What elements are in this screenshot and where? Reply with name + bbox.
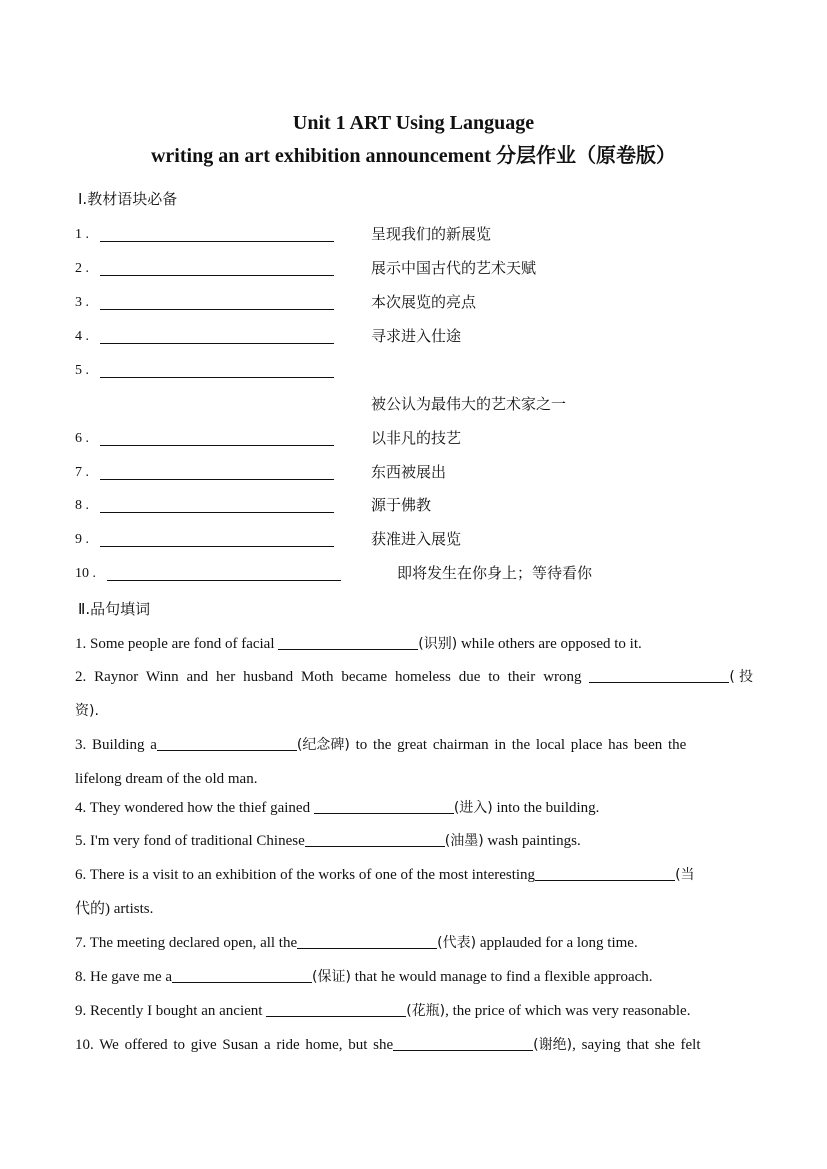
sentence-text: , saying that she felt xyxy=(572,1037,701,1053)
vocab-item xyxy=(75,495,635,517)
sentence-text: 代的) artists. xyxy=(75,901,154,917)
vocab-number: 5 . xyxy=(75,363,89,378)
section2-heading: Ⅱ.品句填词 xyxy=(78,600,151,618)
vocab-number: 6 . xyxy=(75,431,89,446)
sentence-text: 资). xyxy=(75,703,99,719)
sentence-text: 10. We offered to give Susan a ride home, but she xyxy=(75,1037,394,1053)
sentence-continuation xyxy=(75,899,753,919)
vocab-hint: 寻求进入仕途 xyxy=(371,327,462,345)
vocab-item xyxy=(75,462,635,484)
answer-blank[interactable] xyxy=(305,832,445,847)
answer-blank[interactable] xyxy=(393,1036,533,1051)
sentence-text: , the price of which was very reasonable. xyxy=(445,1003,691,1019)
vocab-hint: 以非凡的技艺 xyxy=(371,429,462,447)
vocab-number: 3 . xyxy=(75,295,89,310)
sentence-item xyxy=(75,634,753,654)
answer-blank[interactable] xyxy=(100,343,334,344)
sentence-text: 6. There is a visit to an exhibition of the works of one of the most interesting xyxy=(75,867,536,883)
vocab-number: 8 . xyxy=(75,498,89,513)
sentence-continuation xyxy=(75,769,753,789)
sentence-item xyxy=(75,967,753,987)
sentence-text: to the great chairman in the local place has been the xyxy=(349,737,687,753)
sentence-text: that he would manage to find a flexible approach. xyxy=(350,969,653,985)
word-hint: (谢绝) xyxy=(533,1037,573,1053)
vocab-item xyxy=(75,258,635,280)
vocab-hint: 获准进入展览 xyxy=(371,530,462,548)
sentence-item xyxy=(75,667,753,687)
answer-blank[interactable] xyxy=(100,309,334,310)
sentence-item xyxy=(75,735,753,755)
sentence-text: 8. He gave me a xyxy=(75,969,173,985)
answer-blank[interactable] xyxy=(100,275,334,276)
vocab-hint: 被公认为最伟大的艺术家之一 xyxy=(371,395,567,413)
page-subtitle: writing an art exhibition announcement 分层作业（原卷版） xyxy=(150,145,677,167)
answer-blank[interactable] xyxy=(100,479,334,480)
answer-blank[interactable] xyxy=(107,580,341,581)
answer-blank[interactable] xyxy=(100,445,334,446)
answer-blank[interactable] xyxy=(266,1002,406,1017)
word-hint: (保证) xyxy=(312,969,351,985)
sentence-text: applauded for a long time. xyxy=(476,935,638,951)
vocab-hint: 源于佛教 xyxy=(371,496,432,514)
vocab-item xyxy=(75,529,635,551)
answer-blank[interactable] xyxy=(172,968,312,983)
vocab-number: 7 . xyxy=(75,465,89,480)
sentence-text: 2. Raynor Winn and her husband Moth became homeless due to their wrong xyxy=(75,669,590,685)
sentence-text: into the building. xyxy=(492,800,600,816)
answer-blank[interactable] xyxy=(535,866,675,881)
answer-blank[interactable] xyxy=(589,668,729,683)
word-hint: (投 xyxy=(729,669,753,685)
vocab-number: 1 . xyxy=(75,227,89,242)
word-hint: (识别) xyxy=(418,636,458,652)
sentence-continuation xyxy=(75,701,753,721)
word-hint: (当 xyxy=(675,867,695,883)
sentence-text: 3. Building a xyxy=(75,737,157,753)
sentence-text: while others are opposed to it. xyxy=(457,636,642,652)
word-hint: (代表) xyxy=(437,935,477,951)
answer-blank[interactable] xyxy=(297,934,437,949)
vocab-item xyxy=(75,360,635,420)
sentence-text: 5. I'm very fond of traditional Chinese xyxy=(75,833,305,849)
vocab-item xyxy=(75,292,635,314)
sentence-item xyxy=(75,831,753,851)
word-hint: (进入) xyxy=(453,800,493,816)
vocab-hint: 呈现我们的新展览 xyxy=(371,225,492,243)
sentence-item xyxy=(75,798,753,818)
sentence-item xyxy=(75,933,753,953)
page-title: Unit 1 ART Using Language xyxy=(292,112,535,134)
vocab-hint: 东西被展出 xyxy=(371,463,447,481)
vocab-item xyxy=(75,224,635,246)
vocab-hint: 展示中国古代的艺术天赋 xyxy=(371,259,537,277)
word-hint: (油墨) xyxy=(444,833,484,849)
sentence-text: wash paintings. xyxy=(483,833,581,849)
answer-blank[interactable] xyxy=(100,512,334,513)
word-hint: (花瓶) xyxy=(406,1003,446,1019)
vocab-number: 10 . xyxy=(75,566,96,581)
word-hint: (纪念碑) xyxy=(296,737,350,753)
answer-blank[interactable] xyxy=(314,799,454,814)
vocab-hint: 即将发生在你身上；等待看你 xyxy=(397,564,593,582)
vocab-item xyxy=(75,428,635,450)
sentence-item xyxy=(75,1001,753,1021)
sentence-item xyxy=(75,865,753,885)
vocab-number: 2 . xyxy=(75,261,89,276)
sentence-text: 7. The meeting declared open, all the xyxy=(75,935,298,951)
sentence-text: 1. Some people are fond of facial xyxy=(75,636,279,652)
sentence-text: lifelong dream of the old man. xyxy=(75,771,258,787)
section1-heading: Ⅰ.教材语块必备 xyxy=(78,190,178,208)
answer-blank[interactable] xyxy=(157,736,297,751)
vocab-item xyxy=(75,563,635,585)
answer-blank[interactable] xyxy=(100,241,334,242)
sentence-text: 9. Recently I bought an ancient xyxy=(75,1003,267,1019)
answer-blank[interactable] xyxy=(278,635,418,650)
sentence-item xyxy=(75,1035,753,1055)
vocab-number: 9 . xyxy=(75,532,89,547)
vocab-number: 4 . xyxy=(75,329,89,344)
vocab-item xyxy=(75,326,635,348)
vocab-hint: 本次展览的亮点 xyxy=(371,293,477,311)
sentence-text: 4. They wondered how the thief gained xyxy=(75,800,314,816)
answer-blank[interactable] xyxy=(100,546,334,547)
answer-blank[interactable] xyxy=(100,377,334,378)
